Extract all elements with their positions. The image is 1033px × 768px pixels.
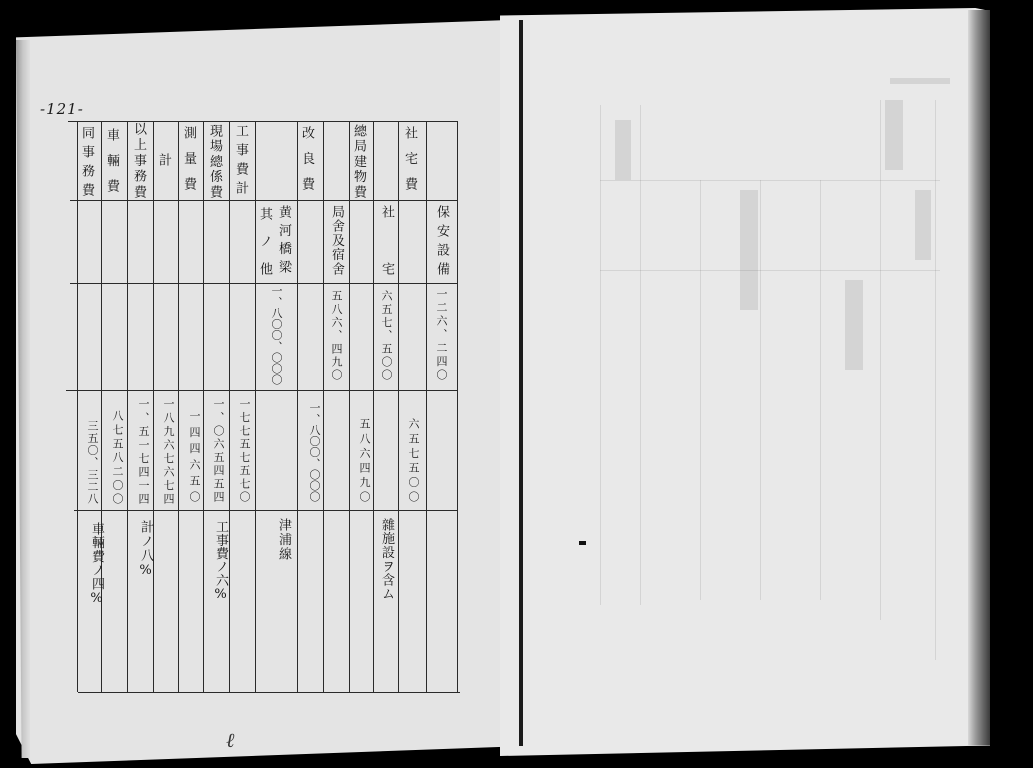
table-rule [77, 121, 78, 692]
total-cell: 一、八〇〇、〇〇〇 [308, 402, 321, 502]
item-cell: 黄河橋梁 [276, 205, 291, 273]
bleed-through-mark [885, 100, 903, 170]
bleed-through-mark [600, 180, 940, 181]
table-rule [323, 121, 324, 692]
right-page-edge [968, 10, 990, 745]
category-cell: 社宅費 [402, 126, 417, 190]
total-cell: 三五〇、三二八 [86, 420, 99, 504]
total-cell: 一四四六五〇 [188, 410, 201, 502]
amount-cell: 一二六、二四〇 [435, 288, 448, 380]
table-rule [127, 121, 128, 692]
bleed-through-mark [700, 180, 701, 600]
category-cell: 測量費 [181, 126, 196, 190]
bleed-through-mark [740, 190, 758, 310]
note-cell: 工事費ノ六% [213, 520, 228, 602]
ink-spot [579, 541, 586, 545]
bleed-through-mark [600, 270, 940, 271]
item-cell: 社宅 [379, 205, 394, 275]
bleed-through-mark [820, 180, 821, 600]
total-cell: 一八九六七六七四 [162, 398, 175, 504]
right-page [500, 8, 990, 756]
amount-cell: 一、八〇〇、〇〇〇 [270, 285, 283, 385]
bleed-through-mark [760, 180, 761, 600]
note-cell: 車輛費ノ四% [89, 522, 104, 606]
category-cell: 工事費計 [233, 124, 248, 194]
table-rule [203, 121, 204, 692]
total-cell: 一、〇六五四五四 [212, 398, 225, 502]
table-rule [426, 121, 427, 692]
total-cell: 一七七五七五七〇 [238, 398, 251, 502]
item-cell: 保安設備 [434, 205, 449, 275]
item-cell: 局舍及宿舍 [329, 205, 344, 275]
bleed-through-mark [890, 78, 950, 84]
note-cell: 雜施設ヲ含ム [379, 518, 394, 600]
category-cell: 總局建物費 [351, 124, 366, 198]
category-cell: 同事務費 [79, 126, 94, 196]
table-rule [398, 121, 399, 692]
table-rule [101, 121, 102, 692]
table-rule [178, 121, 179, 692]
category-cell: 以上事務費 [131, 122, 146, 198]
handwritten-mark: ℓ [226, 728, 235, 752]
table-rule [349, 121, 350, 692]
item-cell: 其ノ他 [257, 207, 272, 275]
bleed-through-mark [915, 190, 931, 260]
category-cell: 改良費 [299, 126, 314, 190]
category-cell: 計 [156, 152, 171, 166]
table-rule [373, 121, 374, 692]
category-cell: 現場總係費 [207, 124, 222, 198]
bleed-through-mark [615, 120, 631, 180]
total-cell: 五八六四九〇 [358, 418, 371, 502]
table-rule [78, 692, 460, 693]
note-cell: 津浦線 [276, 518, 291, 560]
category-cell: 車輛費 [104, 128, 119, 192]
amount-cell: 五八六、四九〇 [330, 290, 343, 380]
note-cell: 計ノ八% [138, 520, 153, 578]
bleed-through-mark [880, 100, 881, 620]
total-cell: 六五七五〇〇 [407, 418, 420, 502]
amount-cell: 六五七、五〇〇 [380, 290, 393, 380]
bleed-through-mark [845, 280, 863, 370]
bleed-through-mark [935, 100, 936, 660]
table-rule [153, 121, 154, 692]
table-rule [457, 121, 458, 692]
table-rule [297, 121, 298, 692]
total-cell: 八七五八二〇〇 [111, 410, 124, 504]
book-spine [519, 20, 523, 746]
page-number: -121- [40, 100, 84, 118]
total-cell: 一、五一七四一四 [137, 398, 150, 504]
table-rule [74, 510, 458, 511]
table-rule [229, 121, 230, 692]
